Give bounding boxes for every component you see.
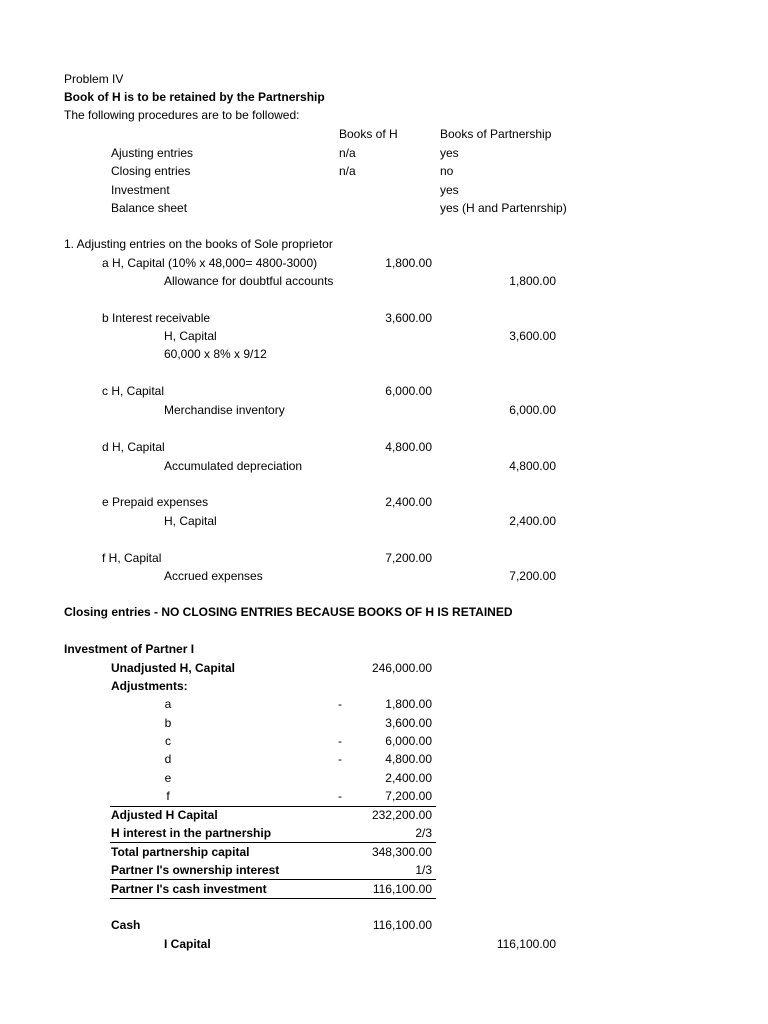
summary-value: 116,100.00 bbox=[372, 882, 432, 896]
journal-credit-account: I Capital bbox=[164, 937, 211, 951]
summary-value: 348,300.00 bbox=[371, 845, 432, 859]
adjusting-heading: 1. Adjusting entries on the books of Sole proprietor bbox=[64, 237, 333, 251]
summary-label: Partner I's cash investment bbox=[111, 882, 267, 896]
unadjusted-capital-label: Unadjusted H, Capital bbox=[111, 661, 236, 675]
procedure-label: Ajusting entries bbox=[111, 146, 194, 160]
journal-credit-amount: 4,800.00 bbox=[509, 459, 556, 473]
journal-debit-account: a H, Capital (10% x 48,000= 4800-3000) bbox=[102, 256, 318, 270]
journal-debit-account: Cash bbox=[111, 918, 141, 932]
procedure-label: Investment bbox=[111, 183, 170, 197]
procedures-intro: The following procedures are to be followed: bbox=[64, 108, 300, 122]
journal-credit-amount: 1,800.00 bbox=[509, 274, 556, 288]
problem-subtitle: Book of H is to be retained by the Partnership bbox=[64, 90, 325, 104]
summary-value: 1/3 bbox=[415, 863, 432, 877]
summary-value: 232,200.00 bbox=[371, 808, 432, 822]
adjustment-letter: a bbox=[164, 697, 172, 711]
procedure-books-p: yes bbox=[440, 183, 459, 197]
summary-label: H interest in the partnership bbox=[111, 826, 272, 840]
journal-credit-amount: 2,400.00 bbox=[509, 514, 556, 528]
journal-credit-account: Accrued expenses bbox=[164, 569, 263, 583]
adjustment-letter: b bbox=[164, 716, 172, 730]
journal-debit-account: b Interest receivable bbox=[102, 311, 211, 325]
unadjusted-capital-amount: 246,000.00 bbox=[371, 661, 432, 675]
procedure-books-h: n/a bbox=[339, 146, 356, 160]
procedure-books-p: yes bbox=[440, 146, 459, 160]
journal-credit-account: Accumulated depreciation bbox=[164, 459, 303, 473]
journal-credit-amount: 116,100.00 bbox=[496, 937, 556, 951]
journal-credit-account: H, Capital bbox=[164, 514, 217, 528]
adjustment-sign: - bbox=[338, 697, 342, 711]
journal-debit-account: f H, Capital bbox=[102, 551, 162, 565]
journal-credit-amount: 7,200.00 bbox=[509, 569, 556, 583]
closing-entries-note: Closing entries - NO CLOSING ENTRIES BECAUSE BOOKS OF H IS RETAINED bbox=[64, 605, 513, 619]
summary-label: Total partnership capital bbox=[111, 845, 250, 859]
procedure-books-p: no bbox=[440, 164, 454, 178]
journal-debit-account: c H, Capital bbox=[102, 384, 165, 398]
journal-debit-account: e Prepaid expenses bbox=[102, 495, 209, 509]
problem-title: Problem IV bbox=[64, 72, 124, 86]
summary-label: Partner I's ownership interest bbox=[111, 863, 280, 877]
adjustment-letter: d bbox=[164, 752, 172, 766]
adjustment-letter: e bbox=[164, 771, 172, 785]
journal-credit-account: Merchandise inventory bbox=[164, 403, 285, 417]
adjustment-sign: - bbox=[338, 752, 342, 766]
adjustment-amount: 1,800.00 bbox=[385, 697, 432, 711]
journal-debit-amount: 3,600.00 bbox=[385, 311, 432, 325]
journal-credit-account: Allowance for doubtful accounts bbox=[164, 274, 334, 288]
adjustment-amount: 3,600.00 bbox=[385, 716, 432, 730]
journal-debit-amount: 1,800.00 bbox=[385, 256, 432, 270]
procedure-books-p: yes (H and Partenrship) bbox=[440, 201, 567, 215]
adjustment-amount: 7,200.00 bbox=[385, 789, 432, 803]
summary-label: Adjusted H Capital bbox=[111, 808, 218, 822]
total-rule bbox=[110, 842, 436, 843]
investment-heading: Investment of Partner I bbox=[64, 642, 195, 656]
adjustment-sign: - bbox=[338, 789, 342, 803]
journal-debit-account: d H, Capital bbox=[102, 440, 165, 454]
total-rule bbox=[110, 806, 436, 807]
adjustment-letter: f bbox=[166, 789, 170, 803]
journal-credit-account: H, Capital bbox=[164, 329, 217, 343]
adjustment-amount: 4,800.00 bbox=[385, 752, 432, 766]
total-rule bbox=[110, 879, 436, 880]
adjustment-letter: c bbox=[165, 734, 171, 748]
col-header-books-partnership: Books of Partnership bbox=[440, 127, 552, 141]
procedure-books-h: n/a bbox=[339, 164, 356, 178]
journal-credit-amount: 3,600.00 bbox=[509, 329, 556, 343]
adjustment-sign: - bbox=[338, 734, 342, 748]
journal-debit-amount: 116,100.00 bbox=[372, 918, 432, 932]
adjustment-amount: 2,400.00 bbox=[385, 771, 432, 785]
summary-value: 2/3 bbox=[415, 826, 432, 840]
journal-credit-amount: 6,000.00 bbox=[509, 403, 556, 417]
journal-note: 60,000 x 8% x 9/12 bbox=[164, 347, 267, 361]
journal-debit-amount: 4,800.00 bbox=[385, 440, 432, 454]
journal-debit-amount: 2,400.00 bbox=[385, 495, 432, 509]
total-rule bbox=[110, 898, 436, 899]
procedure-label: Balance sheet bbox=[111, 201, 188, 215]
journal-debit-amount: 6,000.00 bbox=[385, 384, 432, 398]
journal-debit-amount: 7,200.00 bbox=[385, 551, 432, 565]
procedure-label: Closing entries bbox=[111, 164, 191, 178]
adjustments-label: Adjustments: bbox=[111, 679, 188, 693]
adjustment-amount: 6,000.00 bbox=[385, 734, 432, 748]
col-header-books-h: Books of H bbox=[339, 127, 398, 141]
